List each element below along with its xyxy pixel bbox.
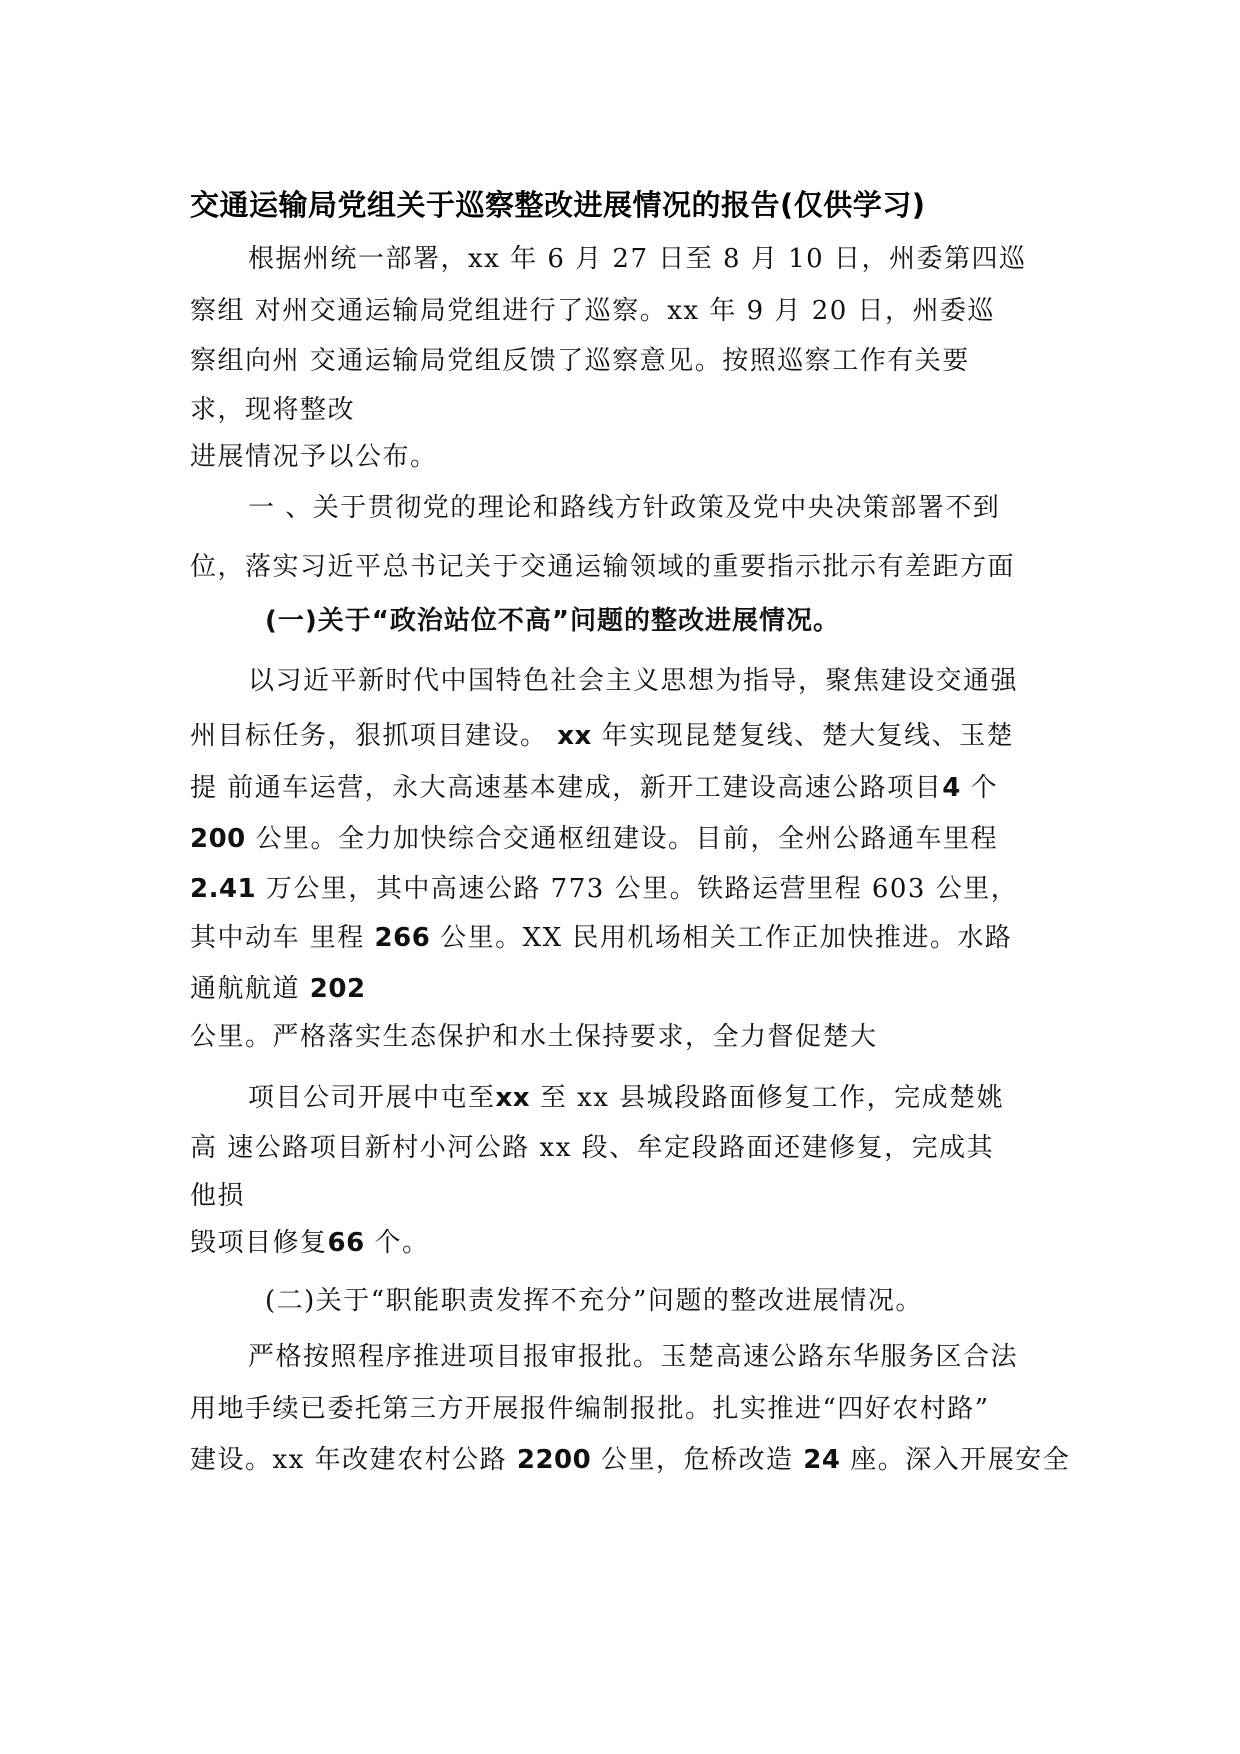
paragraph-line: 200 公里。全力加快综合交通枢纽建设。目前，全州公路通车里程: [190, 824, 999, 854]
paragraph-line: 2.41 万公里，其中高速公路 773 公里。铁路运营里程 603 公里，: [190, 874, 1019, 904]
paragraph-line: 他损: [190, 1181, 246, 1211]
paragraph-line: 进展情况予以公布。: [190, 442, 438, 472]
paragraph-line: 察组 对州交通运输局党组进行了巡察。xx 年 9 月 20 日，州委巡: [190, 296, 996, 326]
section-heading-line: 位，落实习近平总书记关于交通运输领域的重要指示批示有差距方面: [190, 552, 1016, 582]
paragraph-line: 求，现将整改: [190, 395, 356, 425]
paragraph-line: 毁项目修复66 个。: [190, 1228, 430, 1258]
subsection-heading: (一)关于“政治站位不高”问题的整改进展情况。: [265, 606, 840, 636]
paragraph-line: 其中动车 里程 266 公里。XX 民用机场相关工作正加快推进。水路: [190, 923, 1013, 953]
subsection-heading: (二)关于“职能职责发挥不充分”问题的整改进展情况。: [265, 1286, 923, 1316]
paragraph-line: 提 前通车运营，永大高速基本建成，新开工建设高速公路项目4 个: [190, 773, 999, 803]
paragraph-line: 高 速公路项目新村小河公路 xx 段、牟定段路面还建修复，完成其: [190, 1133, 995, 1163]
paragraph-line: 通航航道 202: [190, 974, 366, 1004]
paragraph-line: 公里。严格落实生态保护和水土保持要求，全力督促楚大: [190, 1022, 878, 1052]
paragraph-line: 用地手续已委托第三方开展报件编制报批。扎实推进“四好农村路”: [190, 1394, 990, 1424]
paragraph-line: 严格按照程序推进项目报审报批。玉楚高速公路东华服务区合法: [248, 1342, 1019, 1372]
section-heading-line: 一 、关于贯彻党的理论和路线方针政策及党中央决策部署不到: [248, 493, 1001, 523]
document-title: 交通运输局党组关于巡察整改进展情况的报告(仅供学习): [190, 188, 926, 222]
paragraph-line: 以习近平新时代中国特色社会主义思想为指导，聚焦建设交通强: [248, 666, 1019, 696]
paragraph-line: 建设。xx 年改建农村公路 2200 公里，危桥改造 24 座。深入开展安全: [190, 1445, 1071, 1475]
paragraph-line: 州目标任务，狠抓项目建设。 xx 年实现昆楚复线、楚大复线、玉楚: [190, 721, 1015, 751]
paragraph-line: 根据州统一部署，xx 年 6 月 27 日至 8 月 10 日，州委第四巡: [248, 244, 1027, 274]
paragraph-line: 察组向州 交通运输局党组反馈了巡察意见。按照巡察工作有关要: [190, 346, 970, 376]
paragraph-line: 项目公司开展中屯至xx 至 xx 县城段路面修复工作，完成楚姚: [248, 1083, 1005, 1113]
